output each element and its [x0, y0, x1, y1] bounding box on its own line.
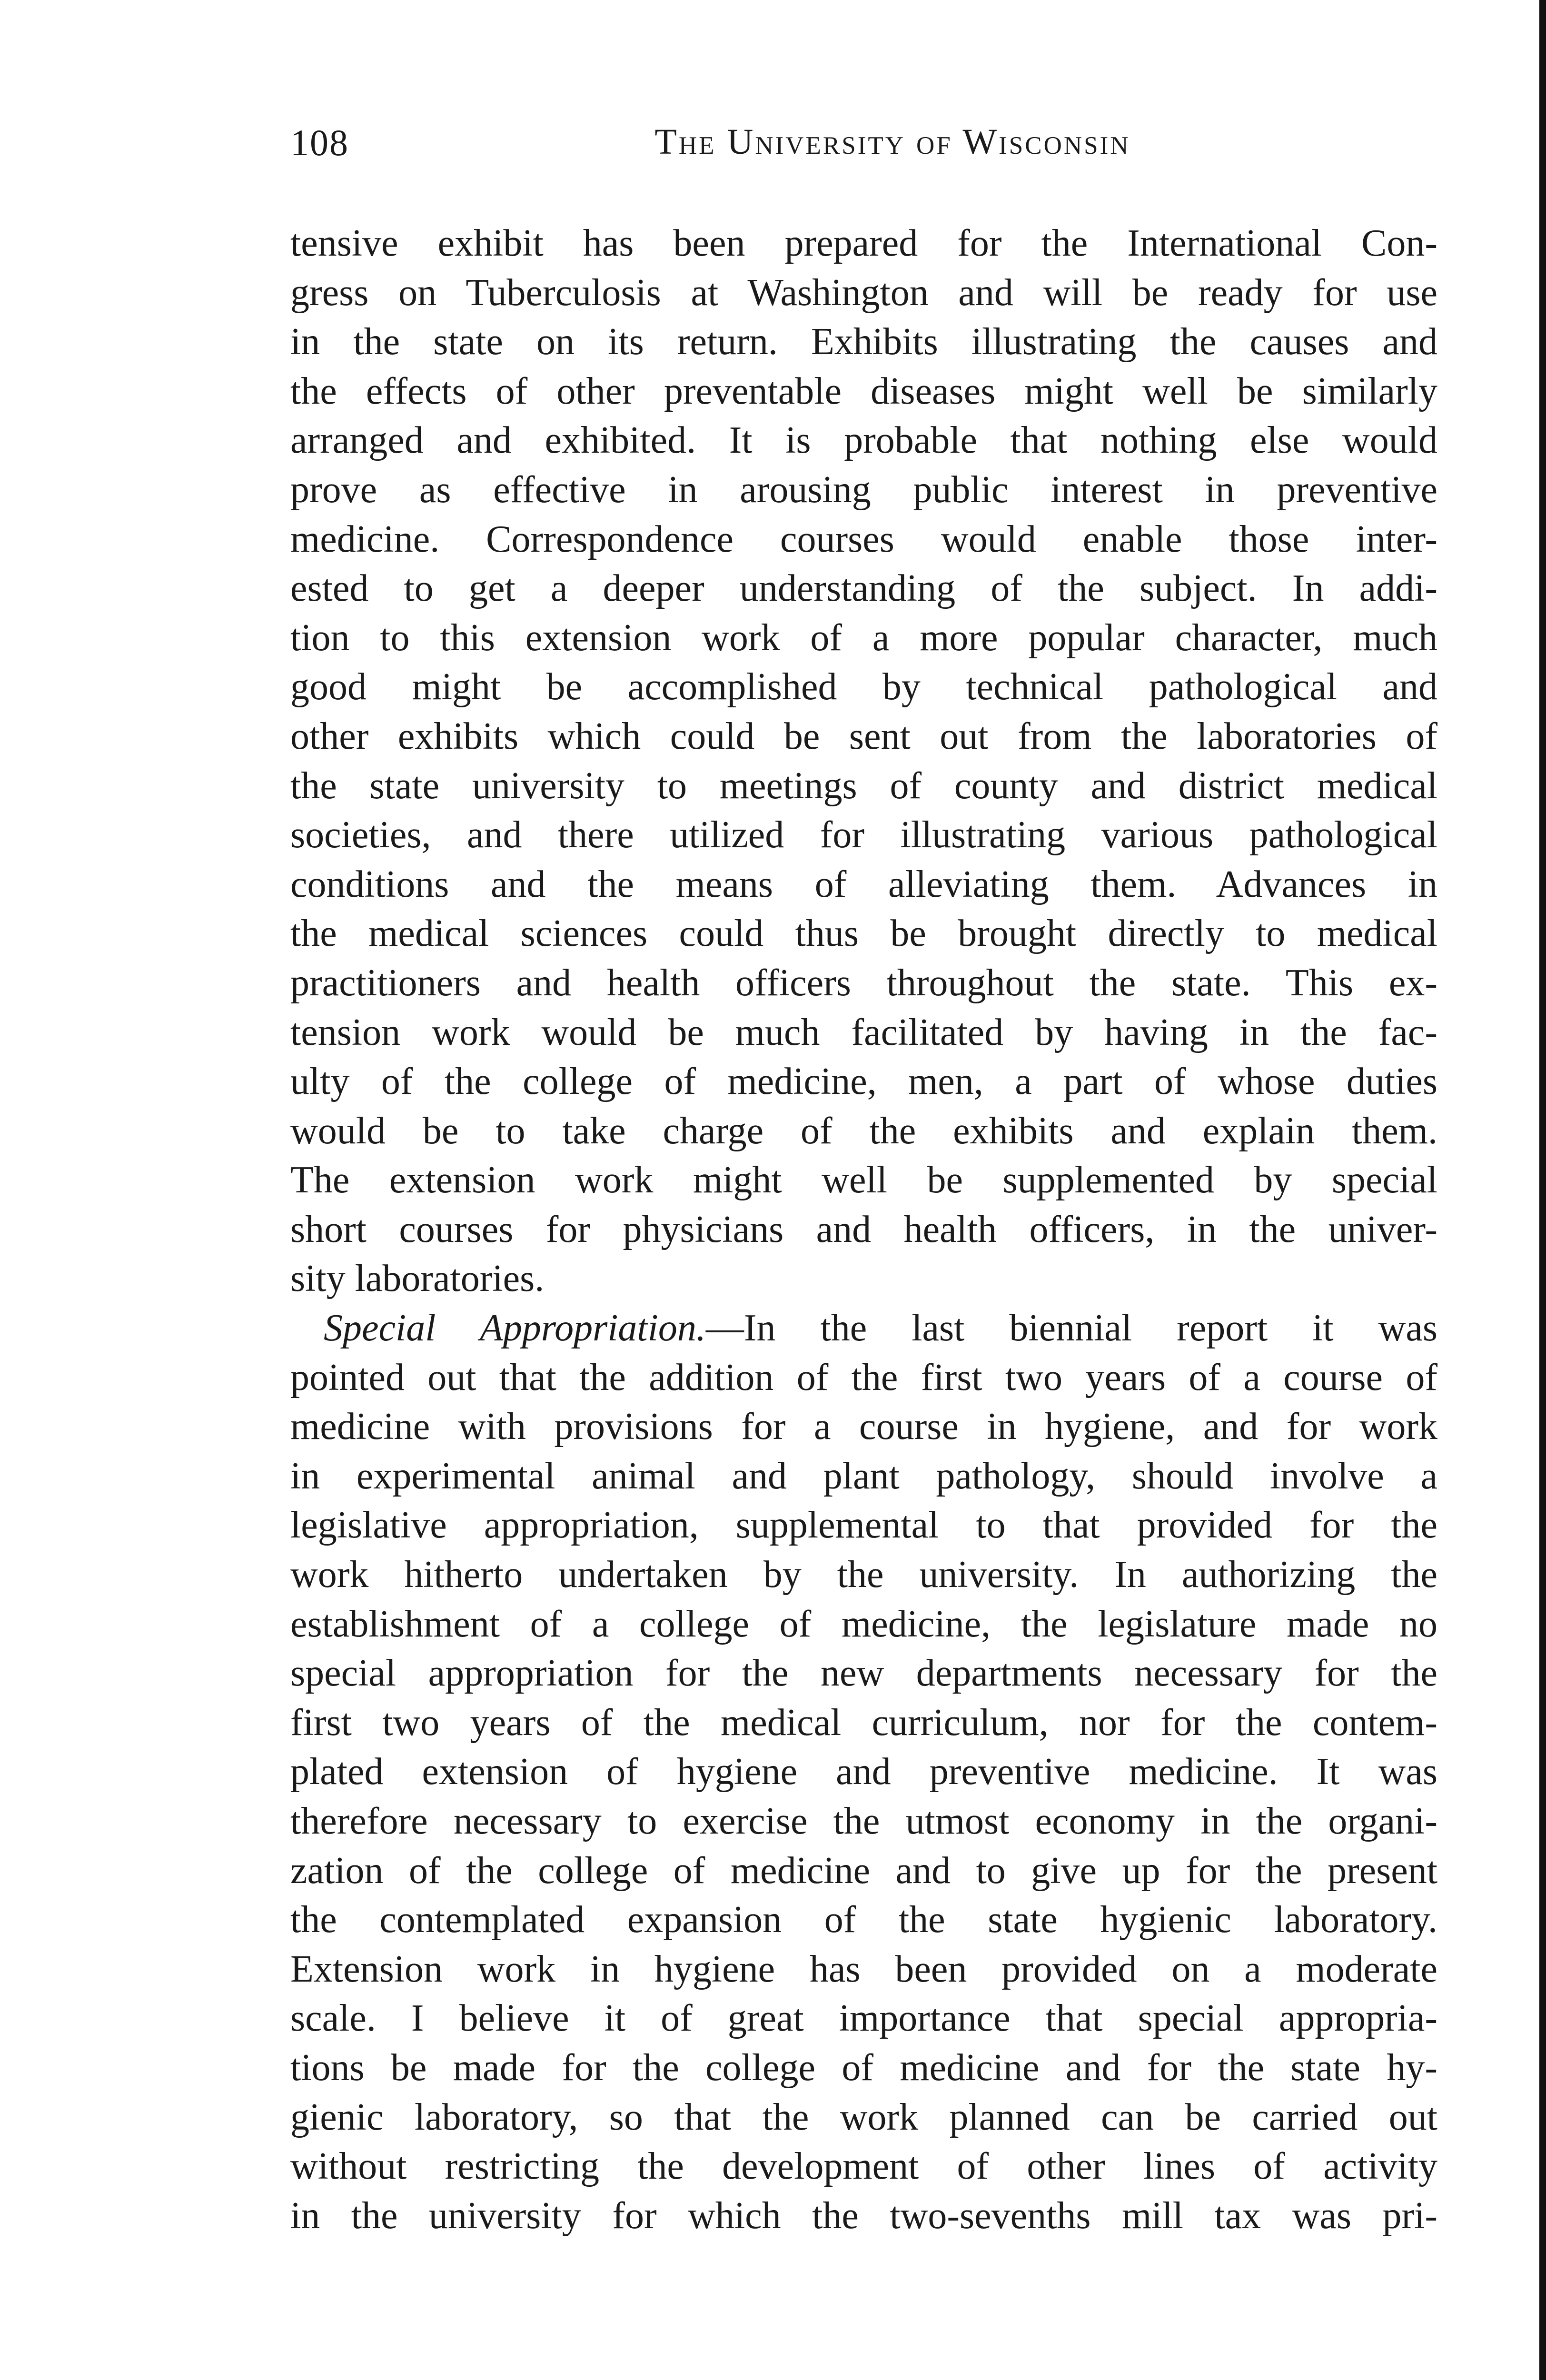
text-line: sity laboratories. [290, 1258, 545, 1300]
text-line: zation of the college of medicine and to give up for the present [290, 1849, 1437, 1892]
text-line: tensive exhibit has been prepared for the International Con- [290, 222, 1437, 264]
text-line: arranged and exhibited. It is probable that nothing else would [290, 419, 1437, 462]
text-line: short courses for physicians and health officers, in the univer- [290, 1208, 1437, 1250]
text-line: gress on Tuberculosis at Washington and will be ready for use [290, 271, 1437, 314]
text-line: without restricting the development of other lines of activity [290, 2145, 1437, 2188]
text-line: conditions and the means of alleviating them. Advances in [290, 863, 1437, 905]
text-line: scale. I believe it of great importance that special appropria- [290, 1997, 1437, 2040]
text-line: tions be made for the college of medicine and for the state hy- [290, 2046, 1437, 2089]
body-text [290, 219, 1437, 2241]
text-line: in the university for which the two-sevenths mill tax was pri- [290, 2194, 1437, 2237]
text-line: plated extension of hygiene and preventive medicine. It was [290, 1751, 1437, 1793]
text-line: legislative appropriation, supplemental to that provided for the [290, 1504, 1437, 1547]
text-line: pointed out that the addition of the first two years of a course of [290, 1356, 1437, 1398]
running-head: The University of Wisconsin [654, 122, 1130, 162]
section-heading: Special Appropriation. [324, 1307, 706, 1349]
text-line: tension work would be much facilitated by having in the fac- [290, 1011, 1437, 1053]
text-line: work hitherto undertaken by the university. In authorizing the [290, 1554, 1437, 1596]
text-line: Extension work in hygiene has been provided on a moderate [290, 1948, 1437, 1990]
heading-line-rest: —In the last biennial report it was [705, 1307, 1437, 1349]
text-line: gienic laboratory, so that the work planned can be carried out [290, 2096, 1437, 2138]
text-line: The extension work might well be supplemented by special [290, 1159, 1437, 1201]
text-line: prove as effective in arousing public interest in preventive [290, 468, 1437, 511]
text-line: societies, and there utilized for illustrating various pathological [290, 814, 1437, 856]
text-line: the contemplated expansion of the state hygienic laboratory. [290, 1899, 1437, 1941]
paragraph-1 [290, 219, 1437, 1304]
text-line: medicine with provisions for a course in hygiene, and for work [290, 1406, 1437, 1448]
text-line: ested to get a deeper understanding of the subject. In addi- [290, 567, 1437, 610]
text-line: tion to this extension work of a more popular character, much [290, 616, 1437, 659]
text-line: in the state on its return. Exhibits illustrating the causes and [290, 321, 1437, 363]
text-line: special appropriation for the new departments necessary for the [290, 1652, 1437, 1695]
text-line: the state university to meetings of county and district medical [290, 764, 1437, 807]
page-header [290, 121, 1437, 174]
text-line: first two years of the medical curriculum, nor for the contem- [290, 1701, 1437, 1744]
page-number: 108 [290, 122, 349, 163]
text-line: ulty of the college of medicine, men, a part of whose duties [290, 1061, 1437, 1103]
text-line: good might be accomplished by technical pathological and [290, 666, 1437, 708]
text-line: would be to take charge of the exhibits and explain them. [290, 1110, 1437, 1152]
text-line: therefore necessary to exercise the utmost economy in the organi- [290, 1800, 1437, 1842]
scan-edge-right [1539, 0, 1546, 2380]
text-line [290, 1304, 1437, 1353]
text-line: other exhibits which could be sent out from the laboratories of [290, 715, 1437, 757]
text-line: the effects of other preventable diseases might well be similarly [290, 370, 1437, 412]
text-line: practitioners and health officers throughout the state. This ex- [290, 962, 1437, 1004]
text-line: in experimental animal and plant pathology, should involve a [290, 1455, 1437, 1497]
text-line: medicine. Correspondence courses would enable those inter- [290, 518, 1437, 560]
text-line: the medical sciences could thus be brought directly to medical [290, 912, 1437, 955]
text-line: establishment of a college of medicine, the legislature made no [290, 1603, 1437, 1645]
paragraph-2 [290, 1304, 1437, 2241]
